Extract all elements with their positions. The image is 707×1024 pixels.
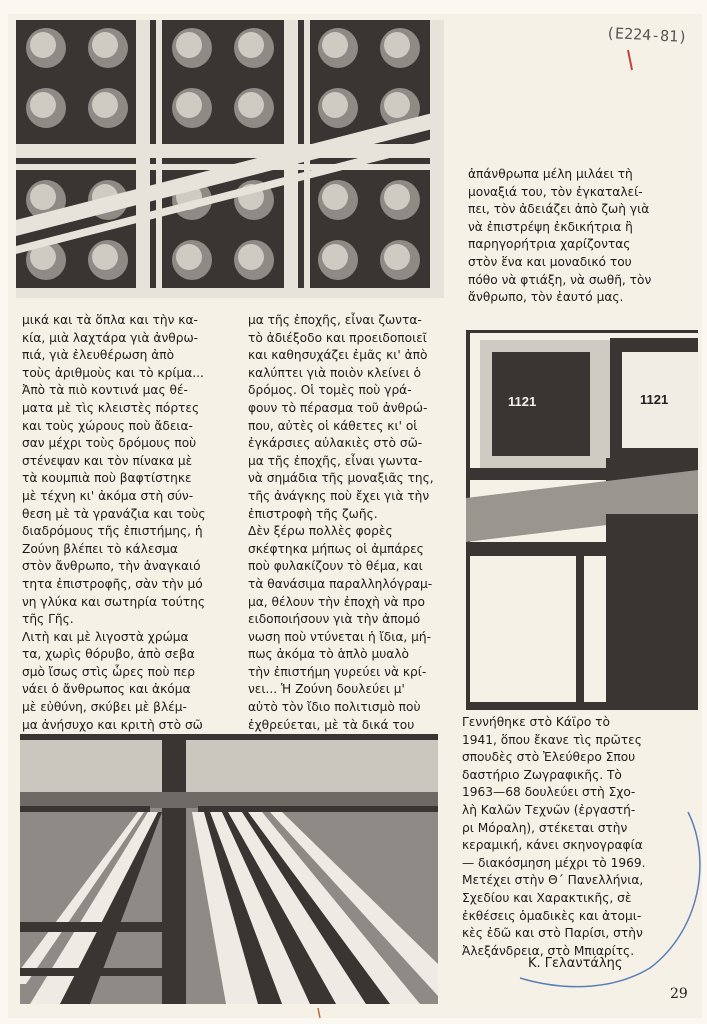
text-line: στένεψαν και τὸν πίνακα μὲ xyxy=(22,453,193,468)
text-line: τῆς Γῆς. xyxy=(22,612,74,627)
text-line: Λιτὴ και μὲ λιγοστὰ χρώμα xyxy=(22,629,189,644)
red-mark-bottom xyxy=(318,1008,320,1018)
label-1121-left: 1121 xyxy=(508,394,537,409)
text-line: ματα μὲ τὶς κλειστὲς πόρτες xyxy=(22,400,200,415)
text-line: που, αὐτὲς οἱ κάθετες κι' οἱ xyxy=(248,418,418,433)
text-line: στὸν ἄνθρωπο, τὴν ἀναγκαιό xyxy=(22,559,201,574)
text-line: θεση μὲ τὰ γρανάζια και τοὺς xyxy=(22,506,206,521)
text-line: τὰ κουμπιὰ ποὺ βαφτίστηκε xyxy=(22,471,192,486)
text-line: μὲ τέχνη κι' ἀκόμα στὴ σύν- xyxy=(22,488,194,503)
archive-stamp: (Ε224-81) xyxy=(605,23,688,47)
text-line: πει, τὸν ἀδειάζει ἀπὸ ζωὴ γιὰ xyxy=(468,202,650,217)
text-line: νὰ ἐπιστρέψη ἐκδικήτρια ἢ xyxy=(468,219,633,234)
text-line: τὴν ἐπιστήμη γυρεύει νὰ κρί- xyxy=(248,664,427,679)
text-line: λὴ Καλῶν Τεχνῶν (ἐργαστή- xyxy=(462,802,636,817)
text-line: κία, μιὰ λαχτάρα γιὰ ἀνθρω- xyxy=(22,330,199,345)
text-line: δαστήριο Ζωγραφικῆς. Τὸ xyxy=(462,767,622,782)
text-line: μα ἀνήσυχο και κριτὴ στὸ σῶ xyxy=(22,717,203,732)
text-line: μα, θέλουν τὴν ἐποχὴ νὰ προ xyxy=(248,594,425,609)
text-line: πόθο νὰ φτιάξη, νὰ σωθῆ, τὸν xyxy=(468,272,652,287)
text-line: Ἀπὸ τὰ πιὸ κοντινά μας θέ- xyxy=(22,383,188,398)
text-line: διαδρόμους τῆς ἐπιστήμης, ἡ xyxy=(22,524,203,539)
text-line: ἐχθρεύεται, μὲ τὰ δικά του xyxy=(248,717,415,732)
text-line: σμὸ ἴσως στὶς ὧρες ποὺ περ xyxy=(22,664,196,679)
text-line: ἄνθρωπο, τὸν ἑαυτό μας. xyxy=(468,290,624,305)
text-line: παρηγορήτρια χαρίζοντας xyxy=(468,237,631,252)
page-number: 29 xyxy=(670,986,688,1002)
text-line: τοὺς ἀριθμοὺς και τὸ κρίμα... xyxy=(22,365,204,380)
text-line: τῆς ἀνάγκης ποὺ ἔχει γιὰ τὴν xyxy=(248,488,430,503)
text-line: αὐτὸ τὸν ἴδιο πολιτισμὸ ποὺ xyxy=(248,700,421,715)
text-line: Γεννήθηκε στὸ Κάϊρο τὸ xyxy=(462,715,610,729)
text-line: νάει ὁ ἄνθρωπος και ἀκόμα xyxy=(22,682,191,697)
text-line: κεραμική, κάνει σκηνογραφία xyxy=(462,838,643,853)
text-line: καλύπτει γιὰ ποιὸν κλείνει ὁ xyxy=(248,365,421,380)
text-line: ποὺ φυλακίζουν τὸ θέμα, και xyxy=(248,559,423,574)
text-line: ἐπιστροφὴ τῆς ζωῆς. xyxy=(248,506,378,521)
text-line: μα τῆς ἐποχῆς, εἶναι γωντα- xyxy=(248,453,423,468)
text-line: τὰ θανάσιμα παραλληλόγραμ- xyxy=(248,576,433,591)
author-signature: Κ. Γελαντάλης xyxy=(528,956,623,971)
text-line: και καθησυχάζει ἐμᾶς κι' ἀπὸ xyxy=(248,348,428,363)
label-1121-right: 1121 xyxy=(640,392,669,407)
text-line: δρόμος. Οἱ τομὲς ποὺ γρά- xyxy=(248,383,412,398)
text-line: νὰ σημάδια τῆς μοναξιᾶς της, xyxy=(248,471,434,486)
text-line: νει... Ἡ Ζούνη δουλεύει μ' xyxy=(248,682,405,697)
text-line: τα, χωρὶς θόρυβο, ἀπὸ σεβα xyxy=(22,647,195,662)
blue-pen-arc xyxy=(520,812,700,987)
text-line: φουν τὸ πέρασμα τοῦ ἀνθρώ- xyxy=(248,400,428,415)
text-line: νη γλύκα και σωτηρία τούτης xyxy=(22,594,206,609)
text-line: ρι Μόραλη), στέκεται στὴν xyxy=(462,820,628,835)
text-line: σαν μέχρι τοὺς δρόμους ποὺ xyxy=(22,436,197,451)
text-line: μὲ εὐθύνη, σκύβει μὲ βλέμ- xyxy=(22,700,187,715)
text-line: και τοὺς χώρους ποὺ ἄδεια- xyxy=(22,418,193,433)
text-line: μα τῆς ἐποχῆς, εἶναι ζωντα- xyxy=(248,313,422,327)
text-line: σκέφτηκα μήπως οἱ ἀμπάρες xyxy=(248,541,424,556)
text-line: Σχεδίου και Χαρακτικῆς, σὲ xyxy=(462,890,632,905)
text-line: τητα ἐπιστροφῆς, σὰν τὴν μό xyxy=(22,576,203,591)
text-line: — διακόσμηση μέχρι τὸ 1969. xyxy=(462,855,646,870)
text-line: 1963—68 δουλεύει στὴ Σχο- xyxy=(462,785,636,800)
text-line: πιά, γιὰ ἐλευθέρωση ἀπὸ xyxy=(22,348,175,363)
text-line: ειδοποιήσουν γιὰ τὴν ἀπομό xyxy=(248,612,421,627)
text-line: μικά και τὰ ὅπλα και τὴν κα- xyxy=(22,313,198,327)
text-line: Μετέχει στὴν Θ΄ Πανελλήνια, xyxy=(462,873,644,888)
text-line: Ζούνη βλέπει τὸ κάλεσμα xyxy=(22,541,178,556)
text-line: ἐκθέσεις ὁμαδικὲς και ἀτομι- xyxy=(462,908,642,923)
text-line: 1941, ὅπου ἔκανε τὶς πρῶτες xyxy=(462,732,642,747)
text-line: στὸν ἕνα και μοναδικό του xyxy=(468,254,632,269)
text-line: σπουδὲς στὸ Ἐλεύθερο Σπου xyxy=(462,750,636,765)
text-line: ἐγκάρσιες αὐλακιὲς στὸ σῶ- xyxy=(248,436,423,451)
text-line: κὲς ἐδῶ και στὸ Παρίσι, στὴν xyxy=(462,926,643,941)
text-line: ἀπάνθρωπα μέλη μιλάει τὴ xyxy=(468,167,633,181)
text-line: πως ἀκόμα τὸ ἁπλὸ μυαλὸ xyxy=(248,647,409,662)
text-line: Ἀλεξάνδρεια, στὸ Μπιαρίτς. xyxy=(462,943,635,958)
text-line: τὸ ἀδιέξοδο και προειδοποιεῖ xyxy=(248,330,427,345)
text-line: μοναξιά του, τὸν ἐγκαταλεί- xyxy=(468,184,643,199)
red-mark-top xyxy=(628,50,632,70)
text-line: νωση ποὺ ντύνεται ἡ ἴδια, μή- xyxy=(248,629,431,644)
text-line: Δὲν ξέρω πολλὲς φορὲς xyxy=(248,524,393,539)
